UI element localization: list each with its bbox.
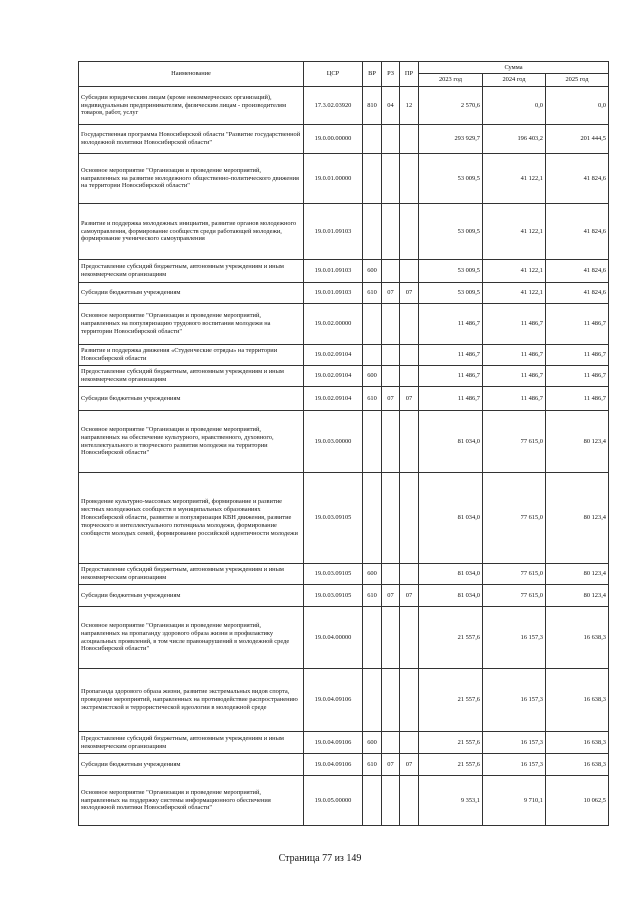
row-sum-2024: 77 615,0 [483,411,546,473]
row-vr: 610 [363,754,382,776]
page-number: Страница 77 из 149 [278,853,362,864]
row-csr: 19.0.00.00000 [304,125,363,154]
table-row [79,260,609,283]
row-rz: 07 [382,387,400,411]
row-name: Предоставление субсидий бюджетным, автономным учреждениям и иным некоммерческим организациям [79,260,304,283]
row-vr [363,411,382,473]
row-sum-2023: 293 929,7 [419,125,483,154]
row-sum-2024: 77 615,0 [483,564,546,585]
row-sum-2025: 41 824,6 [546,154,609,204]
row-sum-2024: 41 122,1 [483,260,546,283]
row-sum-2025: 16 638,3 [546,754,609,776]
header-rz: РЗ [382,62,400,87]
row-vr [363,204,382,260]
row-name: Основное мероприятие "Организация и проведение мероприятий, направленных на пропаганду здорового образа жизни и профилактику асоциальных проявлений, в том числе правонарушений в молодежной среде Новосибирской области" [79,607,304,669]
row-name: Субсидии бюджетным учреждениям [79,754,304,776]
row-vr [363,776,382,826]
row-sum-2024: 11 486,7 [483,304,546,345]
row-csr: 19.0.04.09106 [304,669,363,732]
header-year-2024: 2024 год [483,74,546,87]
row-csr: 19.0.04.09106 [304,754,363,776]
row-csr: 19.0.03.09105 [304,473,363,564]
row-vr [363,154,382,204]
row-rz [382,607,400,669]
row-sum-2025: 11 486,7 [546,304,609,345]
row-sum-2024: 16 157,3 [483,732,546,754]
row-name: Развитие и поддержка движения «Студенческие отряды» на территории Новосибирской области [79,345,304,366]
row-sum-2023: 2 570,6 [419,87,483,125]
row-pr [400,125,419,154]
row-csr: 19.0.03.09105 [304,564,363,585]
row-rz: 07 [382,283,400,304]
row-pr [400,366,419,387]
row-sum-2023: 21 557,6 [419,732,483,754]
row-sum-2024: 16 157,3 [483,669,546,732]
table-row [79,776,609,826]
row-csr: 19.0.02.09104 [304,387,363,411]
row-sum-2025: 80 123,4 [546,411,609,473]
table-row [79,732,609,754]
header-csr: ЦСР [304,62,363,87]
row-pr [400,776,419,826]
row-csr: 19.0.03.09105 [304,585,363,607]
row-pr: 07 [400,283,419,304]
row-sum-2025: 80 123,4 [546,585,609,607]
row-sum-2024: 0,0 [483,87,546,125]
row-rz [382,732,400,754]
row-sum-2023: 81 034,0 [419,473,483,564]
row-sum-2024: 9 710,1 [483,776,546,826]
row-vr [363,669,382,732]
row-vr: 810 [363,87,382,125]
row-sum-2025: 11 486,7 [546,387,609,411]
row-name: Предоставление субсидий бюджетным, автономным учреждениям и иным некоммерческим организациям [79,732,304,754]
row-sum-2023: 53 009,5 [419,154,483,204]
row-vr: 610 [363,585,382,607]
row-sum-2025: 11 486,7 [546,345,609,366]
row-sum-2025: 0,0 [546,87,609,125]
row-rz [382,125,400,154]
table-row [79,87,609,125]
row-name: Пропаганда здорового образа жизни, развитие экстремальных видов спорта, проведение мероприятий, направленных на противодействие распространению экстремистской и террористической идеологии в молодежной среде [79,669,304,732]
row-vr: 600 [363,260,382,283]
row-csr: 19.0.01.09103 [304,204,363,260]
row-pr [400,732,419,754]
row-sum-2024: 16 157,3 [483,607,546,669]
row-name: Государственная программа Новосибирской области "Развитие государственной молодежной политики Новосибирской области" [79,125,304,154]
row-name: Основное мероприятие "Организация и проведение мероприятий, направленных на поддержку системы информационного обеспечения молодежной политики Новосибирской области" [79,776,304,826]
table-row [79,669,609,732]
row-pr: 07 [400,585,419,607]
row-sum-2024: 16 157,3 [483,754,546,776]
row-sum-2023: 81 034,0 [419,585,483,607]
row-vr: 600 [363,366,382,387]
row-csr: 19.0.03.00000 [304,411,363,473]
row-name: Субсидии бюджетным учреждениям [79,585,304,607]
budget-table [78,61,609,826]
row-name: Основное мероприятие "Организация и проведение мероприятий, направленных на обеспечение культурного, нравственного, духовного, интеллектуального и творческого развития молодежи на территории Новосибирской области" [79,411,304,473]
row-sum-2023: 81 034,0 [419,411,483,473]
header-sum: Сумма [419,62,609,74]
row-rz: 07 [382,585,400,607]
row-pr [400,473,419,564]
row-csr: 19.0.04.09106 [304,732,363,754]
row-rz [382,204,400,260]
row-rz: 07 [382,754,400,776]
row-sum-2023: 21 557,6 [419,607,483,669]
row-sum-2023: 11 486,7 [419,387,483,411]
row-sum-2023: 11 486,7 [419,366,483,387]
row-vr: 600 [363,732,382,754]
row-sum-2025: 41 824,6 [546,204,609,260]
row-sum-2025: 16 638,3 [546,669,609,732]
row-sum-2023: 53 009,5 [419,283,483,304]
row-rz [382,154,400,204]
row-rz [382,411,400,473]
row-sum-2025: 10 062,5 [546,776,609,826]
row-pr [400,607,419,669]
row-rz [382,776,400,826]
row-vr: 610 [363,387,382,411]
table-body [79,87,609,826]
row-sum-2023: 81 034,0 [419,564,483,585]
table-row [79,283,609,304]
row-rz [382,564,400,585]
row-csr: 19.0.05.00000 [304,776,363,826]
row-csr: 19.0.04.00000 [304,607,363,669]
table-row [79,204,609,260]
row-name: Проведение культурно-массовых мероприятий, формирование и развитие местных молодежных сообществ в муниципальных образованиях Новосибирской области, развитие и популяризация КВН движения, развитие творческого и интеллектуального потенциала молодежи, формирование сообществ молодых семей, формирование российской идентичности молодежи [79,473,304,564]
row-rz: 04 [382,87,400,125]
row-csr: 17.3.02.03920 [304,87,363,125]
row-vr [363,304,382,345]
row-vr: 600 [363,564,382,585]
row-vr: 610 [363,283,382,304]
row-csr: 19.0.01.09103 [304,260,363,283]
row-sum-2024: 41 122,1 [483,283,546,304]
row-sum-2023: 21 557,6 [419,754,483,776]
row-sum-2024: 41 122,1 [483,154,546,204]
row-name: Развитие и поддержка молодежных инициатив, развитие органов молодежного самоуправления, формирование сообществ среди работающей молодежи, формирование ученического самоуправления [79,204,304,260]
header-pr: ПР [400,62,419,87]
row-sum-2023: 11 486,7 [419,304,483,345]
row-sum-2023: 11 486,7 [419,345,483,366]
table-row [79,585,609,607]
row-sum-2025: 16 638,3 [546,607,609,669]
row-name: Предоставление субсидий бюджетным, автономным учреждениям и иным некоммерческим организациям [79,564,304,585]
row-sum-2024: 11 486,7 [483,387,546,411]
row-pr [400,564,419,585]
row-csr: 19.0.02.09104 [304,345,363,366]
row-sum-2023: 53 009,5 [419,204,483,260]
row-sum-2025: 80 123,4 [546,473,609,564]
row-name: Основное мероприятие "Организация и проведение мероприятий, направленных на развитие молодежного общественно-политического движения на территории Новосибирской области" [79,154,304,204]
row-sum-2025: 201 444,5 [546,125,609,154]
row-vr [363,473,382,564]
row-pr [400,669,419,732]
table-row [79,564,609,585]
row-sum-2025: 80 123,4 [546,564,609,585]
row-rz [382,304,400,345]
table-row [79,387,609,411]
table-row [79,607,609,669]
table-row [79,411,609,473]
row-rz [382,366,400,387]
row-pr [400,345,419,366]
table-row [79,473,609,564]
header-year-2025: 2025 год [546,74,609,87]
row-csr: 19.0.02.09104 [304,366,363,387]
row-pr [400,411,419,473]
row-sum-2023: 21 557,6 [419,669,483,732]
row-name: Субсидии юридическим лицам (кроме некоммерческих организаций), индивидуальным предпринимателям, физическим лицам - производителям товаров, работ, услуг [79,87,304,125]
table-row [79,754,609,776]
row-sum-2024: 77 615,0 [483,585,546,607]
row-pr [400,204,419,260]
row-sum-2023: 9 353,1 [419,776,483,826]
table-row [79,125,609,154]
row-sum-2024: 196 403,2 [483,125,546,154]
table-row [79,304,609,345]
table-row [79,366,609,387]
row-name: Субсидии бюджетным учреждениям [79,283,304,304]
row-rz [382,473,400,564]
row-sum-2024: 11 486,7 [483,345,546,366]
row-pr: 12 [400,87,419,125]
row-sum-2024: 41 122,1 [483,204,546,260]
row-rz [382,669,400,732]
row-vr [363,125,382,154]
header-name: Наименование [79,62,304,87]
header-vr: ВР [363,62,382,87]
row-pr [400,154,419,204]
row-csr: 19.0.01.09103 [304,283,363,304]
row-sum-2024: 77 615,0 [483,473,546,564]
row-pr: 07 [400,387,419,411]
row-pr [400,304,419,345]
row-csr: 19.0.01.00000 [304,154,363,204]
row-sum-2024: 11 486,7 [483,366,546,387]
table-row [79,345,609,366]
row-vr [363,607,382,669]
row-sum-2025: 41 824,6 [546,283,609,304]
header-year-2023: 2023 год [419,74,483,87]
row-sum-2025: 16 638,3 [546,732,609,754]
row-pr [400,260,419,283]
row-sum-2023: 53 009,5 [419,260,483,283]
row-name: Основное мероприятие "Организация и проведение мероприятий, направленных на популяризацию трудового воспитания молодежи на территории Новосибирской области" [79,304,304,345]
row-rz [382,260,400,283]
row-sum-2025: 41 824,6 [546,260,609,283]
row-name: Субсидии бюджетным учреждениям [79,387,304,411]
row-sum-2025: 11 486,7 [546,366,609,387]
row-rz [382,345,400,366]
row-pr: 07 [400,754,419,776]
row-name: Предоставление субсидий бюджетным, автономным учреждениям и иным некоммерческим организациям [79,366,304,387]
row-csr: 19.0.02.00000 [304,304,363,345]
row-vr [363,345,382,366]
table-row [79,154,609,204]
